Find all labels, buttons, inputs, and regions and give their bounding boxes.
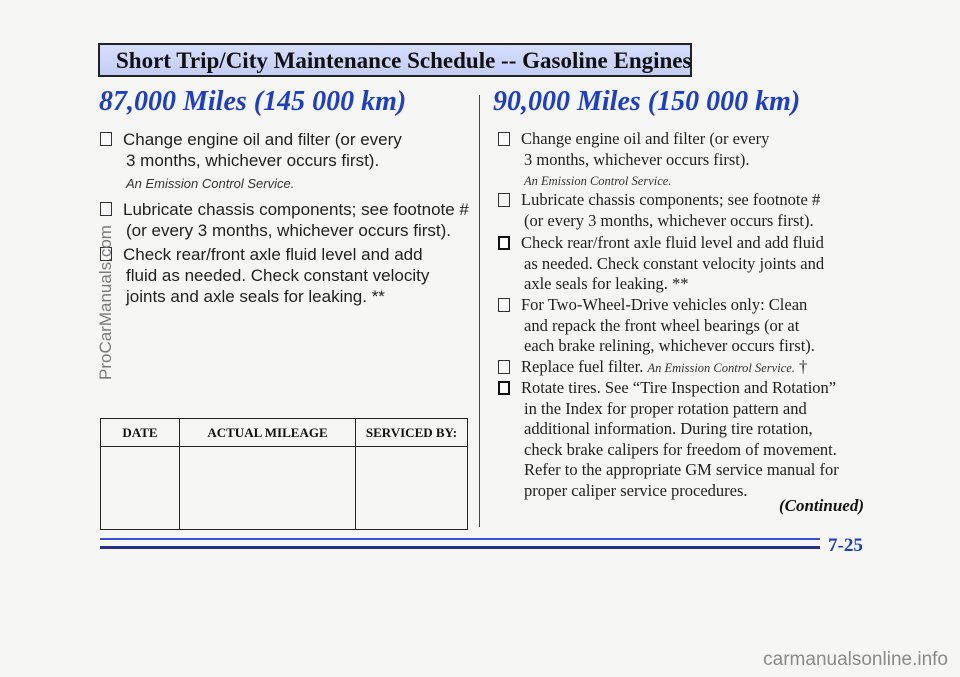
table-header-mileage: ACTUAL MILEAGE [180, 419, 356, 447]
section-header-title: Short Trip/City Maintenance Schedule -- Gasoline Engines [116, 48, 692, 73]
footer-rule-thin [100, 538, 820, 540]
item-line: joints and axle seals for leaking. ** [126, 287, 385, 306]
item-line: Check rear/front axle fluid level and add [123, 245, 423, 264]
item-line: additional information. During tire rotation, [524, 419, 813, 438]
checkbox[interactable] [498, 132, 510, 146]
item-line [521, 357, 807, 379]
right-column-title: 90,000 Miles (150 000 km) [493, 86, 801, 117]
checkbox[interactable] [498, 236, 510, 250]
item-line: proper caliper service procedures. [524, 480, 748, 500]
item-line: (or every 3 months, whichever occurs first). [126, 221, 451, 240]
right-item-lubricate [521, 190, 820, 231]
page-number: 7-25 [828, 535, 863, 556]
right-item-wheel-bearings [521, 295, 815, 357]
column-divider [479, 95, 480, 527]
service-log-table [100, 418, 468, 530]
table-header-serviced-by: SERVICED BY: [356, 419, 468, 447]
item-line: Lubricate chassis components; see footnote # [123, 200, 469, 219]
footer-rule-thick [100, 546, 820, 549]
item-line: 3 months, whichever occurs first). [524, 149, 750, 169]
item-line: Refer to the appropriate GM service manual for [524, 460, 839, 479]
item-line: Rotate tires. See “Tire Inspection and Rotation” [521, 378, 837, 397]
right-item-oil-change [521, 129, 769, 192]
emission-note: An Emission Control Service. [647, 361, 795, 375]
side-watermark: ProCarManuals.com [96, 225, 115, 380]
checkbox[interactable] [100, 132, 112, 146]
item-line: fluid as needed. Check constant velocity [126, 266, 430, 285]
serviced-by-cell[interactable] [356, 447, 468, 530]
item-line: For Two-Wheel-Drive vehicles only: Clean [521, 295, 808, 314]
table-header-date: DATE [101, 419, 180, 447]
left-item-axle-fluid [123, 244, 429, 307]
left-item-lubricate [123, 199, 469, 241]
date-cell[interactable] [101, 447, 180, 530]
item-line: each brake relining, whichever occurs first). [524, 336, 815, 355]
item-line: as needed. Check constant velocity joints and [524, 253, 825, 273]
item-text: Replace fuel filter. [521, 357, 644, 376]
item-line: and repack the front wheel bearings (or at [524, 315, 800, 335]
right-item-axle-fluid [521, 233, 824, 295]
checkbox[interactable] [498, 360, 510, 374]
item-line: 3 months, whichever occurs first). [126, 151, 380, 170]
bottom-watermark: carmanualsonline.info [763, 649, 948, 670]
left-column-title: 87,000 Miles (145 000 km) [99, 86, 407, 117]
right-item-rotate-tires [521, 378, 839, 501]
item-line: in the Index for proper rotation pattern and [524, 398, 807, 418]
item-line: Change engine oil and filter (or every [123, 130, 402, 149]
left-item-oil-change [123, 129, 402, 194]
checkbox[interactable] [498, 193, 510, 207]
item-line: check brake calipers for freedom of movement. [524, 439, 837, 459]
mileage-cell[interactable] [180, 447, 356, 530]
dagger-mark: † [799, 357, 808, 376]
continued-label: (Continued) [778, 496, 864, 515]
checkbox[interactable] [100, 202, 112, 216]
checkbox[interactable] [498, 298, 510, 312]
checkbox[interactable] [498, 381, 510, 395]
emission-note: An Emission Control Service. [524, 174, 672, 188]
item-line: (or every 3 months, whichever occurs first). [524, 210, 814, 230]
right-item-fuel-filter [521, 357, 807, 379]
item-line: Check rear/front axle fluid level and add fluid [521, 233, 824, 252]
item-line: Change engine oil and filter (or every [521, 129, 770, 148]
emission-note: An Emission Control Service. [126, 176, 295, 191]
item-line: axle seals for leaking. ** [524, 274, 689, 293]
section-header [98, 43, 692, 77]
item-line: Lubricate chassis components; see footnote # [521, 190, 821, 209]
